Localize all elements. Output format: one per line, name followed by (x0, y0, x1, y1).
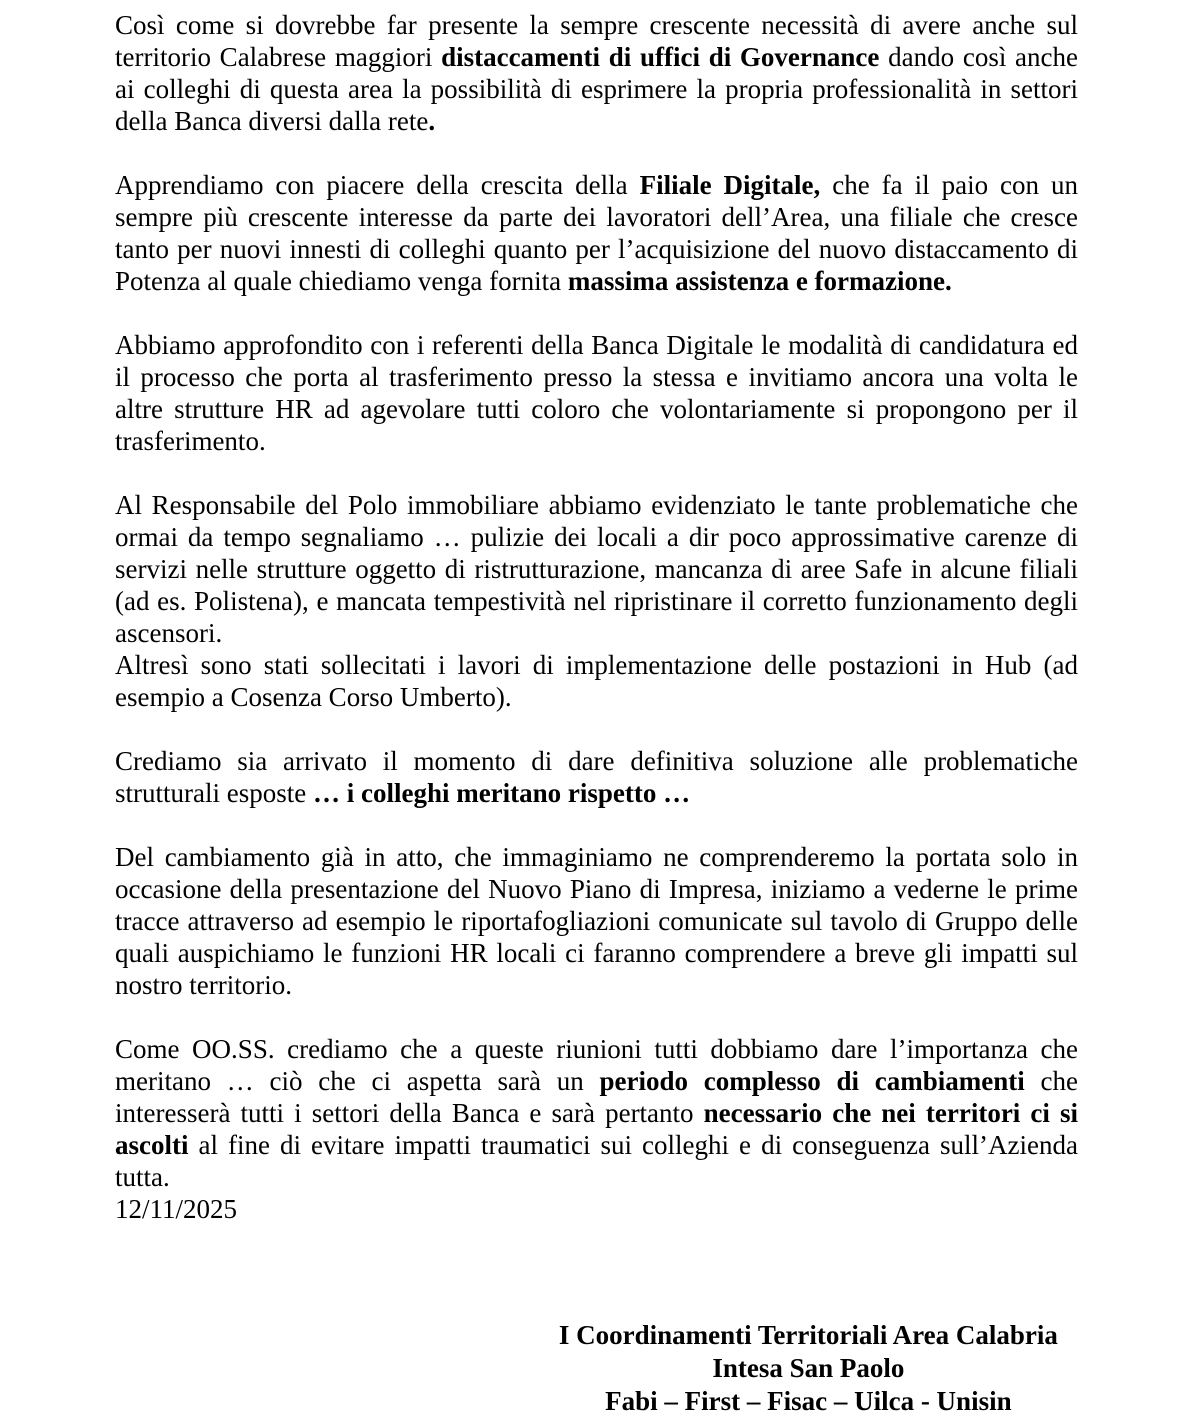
paragraph-postazioni-hub (115, 649, 1078, 713)
document-date (115, 1193, 1078, 1225)
text-run: Abbiamo approfondito con i referenti della Banca Digitale le modalità di candidatura ed il processo che porta al trasferimento presso la stessa e invitiamo ancora una volta le altre strutture HR ad agevolare tutti coloro che volontariamente si propongono per il trasferimento. (115, 330, 1078, 456)
text-run-bold: periodo complesso di cambiamenti (599, 1066, 1025, 1096)
text-run: Come OO.SS. crediamo che a queste riunioni tutti dobbiamo dare l’importanza che meritano … ciò che ci aspetta sarà un (115, 1034, 1078, 1096)
paragraph-governance (115, 9, 1078, 137)
signature-line-sigle-sindacali: Fabi – First – Fisac – Uilca - Unisin (605, 1386, 1012, 1416)
text-run: al fine di evitare impatti traumatici sui colleghi e di conseguenza sull’Azienda tutta. (115, 1130, 1078, 1192)
paragraph-rispetto (115, 745, 1078, 809)
text-run-bold: necessario che nei territori ci si ascolti (115, 1098, 1078, 1160)
text-run-bold: Filiale Digitale, (639, 170, 821, 200)
date-text: 12/11/2025 (115, 1194, 238, 1224)
signature-line-coordinamenti: I Coordinamenti Territoriali Area Calabria (558, 1320, 1058, 1350)
text-run: Altresì sono stati sollecitati i lavori di implementazione delle postazioni in Hub (ad esempio a Cosenza Corso Umberto). (115, 650, 1078, 712)
paragraph-polo-immobiliare (115, 489, 1078, 649)
signature-block (539, 1319, 1078, 1418)
signature-line-intesa-san-paolo: Intesa San Paolo (712, 1353, 905, 1383)
text-run: dando così anche ai colleghi di questa area la possibilità di esprimere la propria professionalità in settori della Banca diversi dalla rete (115, 42, 1078, 136)
paragraph-oo-ss (115, 1033, 1078, 1193)
text-run: che fa il paio con un sempre più crescente interesse da parte dei lavoratori dell’Area, una filiale che cresce tanto per nuovi innesti di colleghi quanto per l’acquisizione del nuovo distaccamento di Potenza al quale chiediamo venga fornita (115, 170, 1078, 296)
text-run-bold: distaccamenti di uffici di Governance (441, 42, 880, 72)
text-run-bold: massima assistenza e formazione. (567, 266, 952, 296)
text-run: Del cambiamento già in atto, che immaginiamo ne comprenderemo la portata solo in occasione della presentazione del Nuovo Piano di Impresa, iniziamo a vederne le prime tracce attraverso ad esempio le riportafogliazioni comunicate sul tavolo di Gruppo delle quali auspichiamo le funzioni HR locali ci faranno comprendere a breve gli impatti sul nostro territorio. (115, 842, 1078, 1000)
text-run: Al Responsabile del Polo immobiliare abbiamo evidenziato le tante problematiche che ormai da tempo segnaliamo … pulizie dei locali a dir poco approssimative carenze di servizi nelle strutture oggetto di ristrutturazione, mancanza di aree Safe in alcune filiali (ad es. Polistena), e mancata tempestività nel ripristinare il corretto funzionamento degli ascensori. (115, 490, 1078, 648)
text-run: che interesserà tutti i settori della Banca e sarà pertanto (115, 1066, 1078, 1128)
text-run-bold: … i colleghi meritano rispetto … (312, 778, 691, 808)
text-run: Apprendiamo con piacere della crescita della (115, 170, 640, 200)
paragraph-filiale-digitale (115, 169, 1078, 297)
text-run-bold: . (428, 106, 436, 136)
paragraph-cambiamento (115, 841, 1078, 1001)
text-run: Così come si dovrebbe far presente la sempre crescente necessità di avere anche sul territorio Calabrese maggiori (115, 10, 1078, 72)
text-run: Crediamo sia arrivato il momento di dare definitiva soluzione alle problematiche strutturali esposte (115, 746, 1078, 808)
paragraph-banca-digitale (115, 329, 1078, 457)
